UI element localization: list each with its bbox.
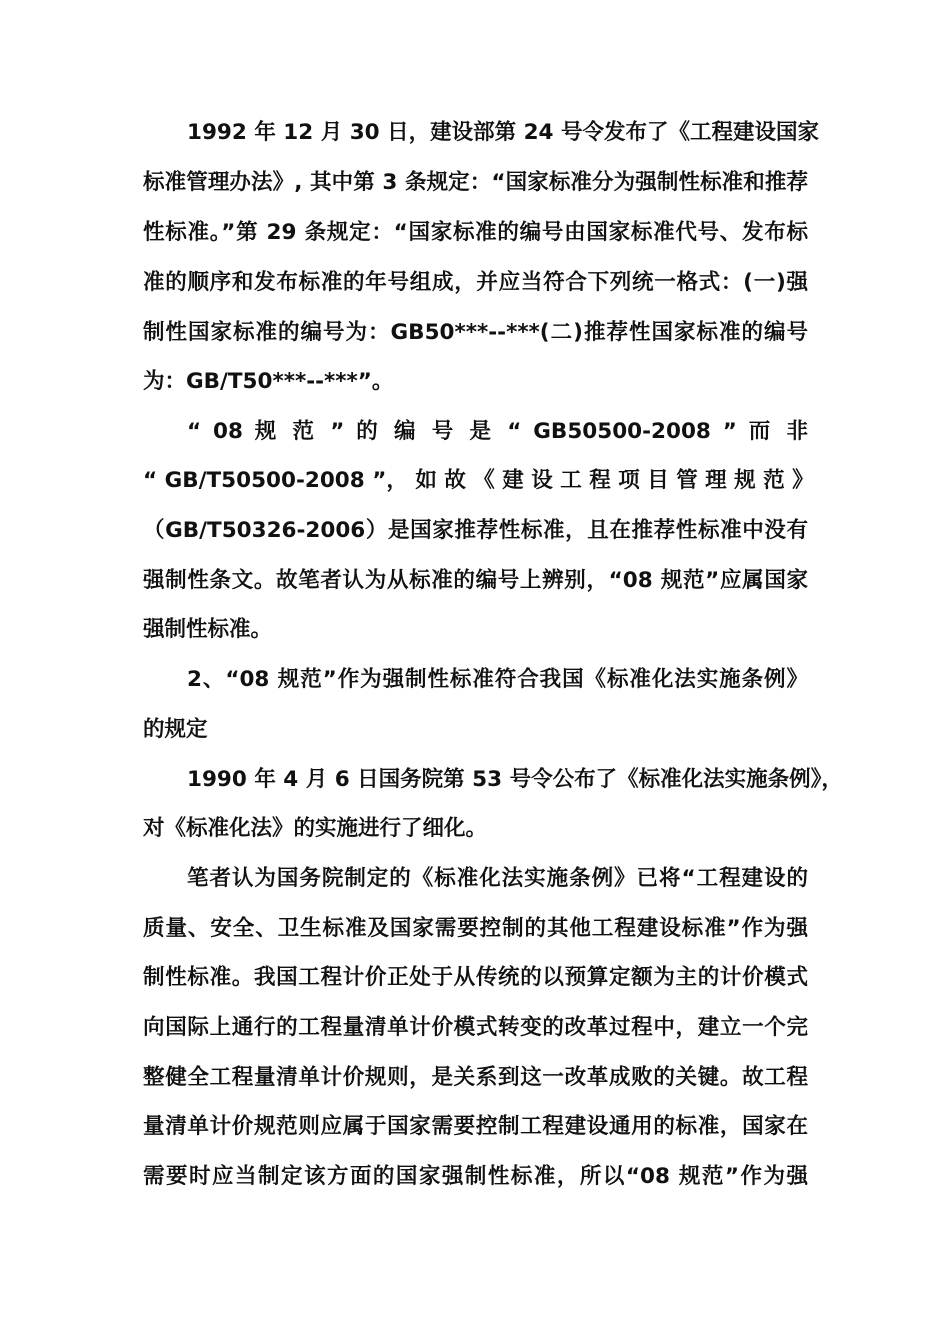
- section-heading: 2、“08 规范”作为强制性标准符合我国《标准化法实施条例》: [187, 667, 808, 692]
- text-line: 向国际上通行的工程量清单计价模式转变的改革过程中，建立一个完: [143, 1015, 808, 1040]
- text-line: 对《标准化法》的实施进行了细化。: [143, 816, 488, 841]
- text-line: 需要时应当制定该方面的国家强制性标准，所以“08 规范”作为强: [143, 1164, 808, 1189]
- text-line: 质量、安全、卫生标准及国家需要控制的其他工程建设标准”作为强: [143, 916, 808, 941]
- text-line: 为：GB/T50***--***”。: [143, 369, 394, 394]
- text-line: 强制性标准。: [143, 617, 273, 642]
- text-line: 性标准。”第 29 条规定：“国家标准的编号由国家标准代号、发布标: [143, 220, 808, 245]
- text-line: 标准管理办法》, 其中第 3 条规定：“国家标准分为强制性标准和推荐: [143, 170, 808, 195]
- text-line: 1992 年 12 月 30 日，建设部第 24 号令发布了《工程建设国家: [187, 120, 819, 145]
- text-line: 制性标准。我国工程计价正处于从传统的以预算定额为主的计价模式: [143, 965, 808, 990]
- text-line: 强制性条文。故笔者认为从标准的编号上辨别，“08 规范”应属国家: [143, 568, 808, 593]
- text-line: 准的顺序和发布标准的年号组成，并应当符合下列统一格式：(一)强: [143, 270, 808, 295]
- text-line: 笔者认为国务院制定的《标准化法实施条例》已将“工程建设的: [187, 866, 808, 891]
- text-line: 制性国家标准的编号为：GB50***--***(二)推荐性国家标准的编号: [143, 320, 808, 345]
- text-line: 1990 年 4 月 6 日国务院第 53 号令公布了《标准化法实施条例》，: [187, 767, 843, 792]
- section-heading: 的规定: [143, 717, 208, 742]
- text-line: （GB/T50326-2006）是国家推荐性标准，且在推荐性标准中没有: [143, 518, 808, 543]
- text-line: 量清单计价规范则应属于国家需要控制工程建设通用的标准，国家在: [143, 1114, 808, 1139]
- text-line: “ GB/T50500-2008 ”， 如 故 《 建 设 工 程 项 目 管 理 规 范 》: [143, 468, 814, 493]
- text-line: “ 08 规 范 ” 的 编 号 是 “ GB50500-2008 ” 而 非: [187, 419, 808, 444]
- text-line: 整健全工程量清单计价规则，是关系到这一改革成败的关键。故工程: [143, 1065, 808, 1090]
